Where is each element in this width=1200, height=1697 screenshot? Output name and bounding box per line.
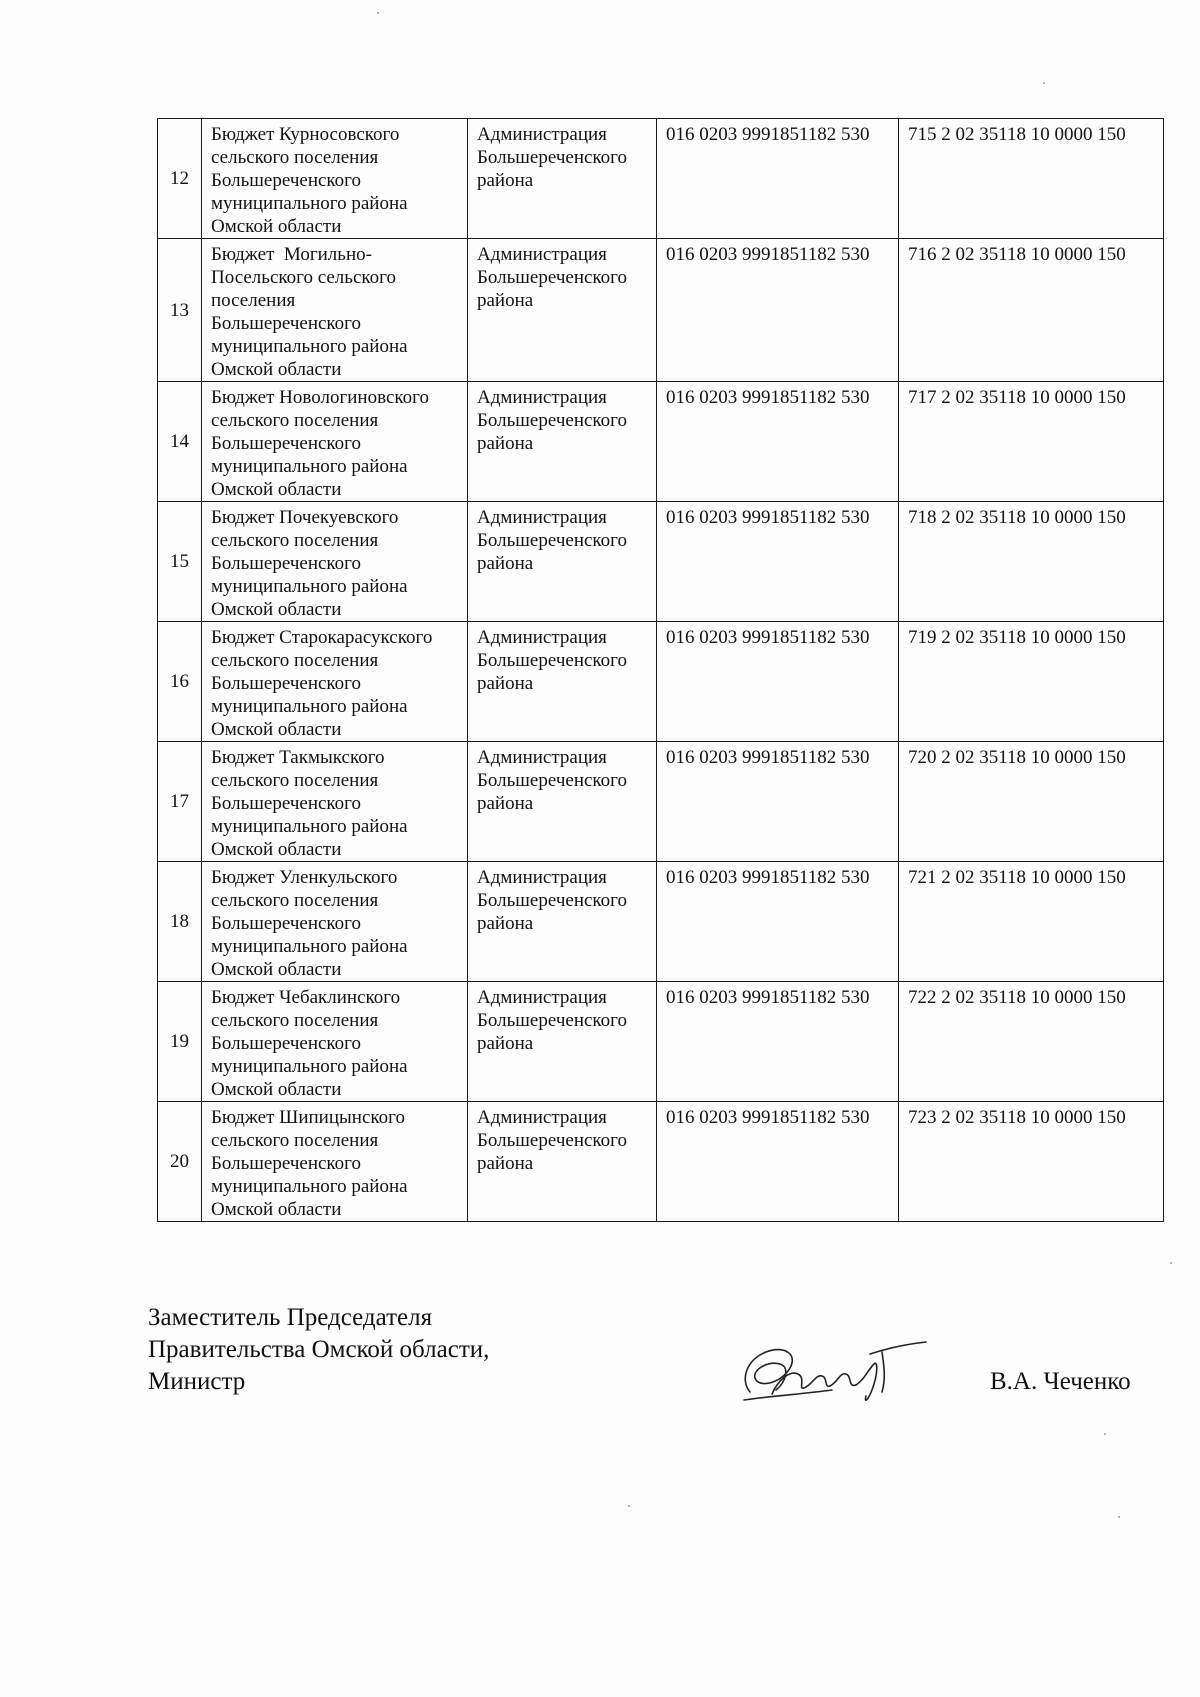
- recipient-line: Администрация: [477, 867, 607, 888]
- budget-name-line: Бюджет Уленкульского: [211, 867, 398, 888]
- row-number: 18: [158, 862, 202, 982]
- budget-name-line: сельского поселения: [211, 1130, 379, 1151]
- recipient-line: Администрация: [477, 387, 607, 408]
- recipient-line: Большереченского: [477, 410, 628, 431]
- row-number: 13: [158, 239, 202, 382]
- recipient-line: Администрация: [477, 1107, 607, 1128]
- account-code-cell: 016 0203 9991851182 530: [657, 982, 899, 1102]
- row-number: 20: [158, 1102, 202, 1222]
- budget-name-line: Большереченского: [211, 1153, 362, 1174]
- row-number: 12: [158, 119, 202, 239]
- budget-name-line: сельского поселения: [211, 530, 379, 551]
- account-code-cell: 016 0203 9991851182 530: [657, 119, 899, 239]
- budget-name-line: муниципального района: [211, 456, 408, 477]
- budget-code-cell: 721 2 02 35118 10 0000 150: [899, 862, 1164, 982]
- budget-name-line: Большереченского: [211, 170, 362, 191]
- recipient-line: района: [477, 170, 534, 191]
- budget-name-line: поселения: [211, 290, 296, 311]
- budget-name-line: Омской области: [211, 1079, 342, 1100]
- scan-speck: [1170, 1262, 1172, 1264]
- row-number: 14: [158, 382, 202, 502]
- scan-speck: [377, 12, 379, 14]
- recipient-cell: [468, 742, 657, 862]
- table-row: [158, 982, 1164, 1102]
- budget-table: [157, 118, 1164, 1222]
- recipient-line: Администрация: [477, 747, 607, 768]
- table-row: [158, 382, 1164, 502]
- budget-name-line: Бюджет Такмыкского: [211, 747, 385, 768]
- table-row: [158, 239, 1164, 382]
- budget-name-line: сельского поселения: [211, 147, 379, 168]
- budget-code-cell: 716 2 02 35118 10 0000 150: [899, 239, 1164, 382]
- budget-name-cell: [202, 982, 468, 1102]
- budget-name-line: Бюджет Новологиновского: [211, 387, 429, 408]
- budget-name-cell: [202, 862, 468, 982]
- signatory-title-line-1: Заместитель Председателя: [148, 1304, 433, 1331]
- recipient-cell: [468, 502, 657, 622]
- table-row: [158, 119, 1164, 239]
- recipient-line: Администрация: [477, 627, 607, 648]
- budget-name-line: муниципального района: [211, 576, 408, 597]
- budget-code-cell: 723 2 02 35118 10 0000 150: [899, 1102, 1164, 1222]
- recipient-line: района: [477, 290, 534, 311]
- recipient-line: района: [477, 433, 534, 454]
- account-code-cell: 016 0203 9991851182 530: [657, 502, 899, 622]
- budget-name-line: Большереченского: [211, 673, 362, 694]
- budget-name-line: Посельского сельского: [211, 267, 396, 288]
- recipient-cell: [468, 622, 657, 742]
- budget-name-cell: [202, 502, 468, 622]
- row-number: 17: [158, 742, 202, 862]
- budget-name-line: Бюджет Почекуевского: [211, 507, 399, 528]
- recipient-line: Большереченского: [477, 530, 628, 551]
- budget-name-line: сельского поселения: [211, 770, 379, 791]
- recipient-line: Большереченского: [477, 147, 628, 168]
- recipient-line: Администрация: [477, 507, 607, 528]
- table-body: [158, 119, 1164, 1222]
- budget-name-line: муниципального района: [211, 816, 408, 837]
- recipient-line: Большереченского: [477, 1010, 628, 1031]
- recipient-line: Администрация: [477, 124, 607, 145]
- budget-name-line: Бюджет Курносовского: [211, 124, 400, 145]
- budget-name-line: сельского поселения: [211, 410, 379, 431]
- table-row: [158, 1102, 1164, 1222]
- budget-name-line: Омской области: [211, 839, 342, 860]
- budget-name-line: Большереченского: [211, 793, 362, 814]
- budget-name-cell: [202, 382, 468, 502]
- account-code-cell: 016 0203 9991851182 530: [657, 1102, 899, 1222]
- budget-name-cell: [202, 622, 468, 742]
- recipient-cell: [468, 239, 657, 382]
- budget-name-line: муниципального района: [211, 696, 408, 717]
- recipient-line: Большереченского: [477, 770, 628, 791]
- scan-speck: [1104, 1433, 1106, 1435]
- recipient-line: района: [477, 793, 534, 814]
- recipient-cell: [468, 1102, 657, 1222]
- account-code-cell: 016 0203 9991851182 530: [657, 382, 899, 502]
- budget-name-line: Бюджет Старокарасукского: [211, 627, 433, 648]
- budget-name-line: Омской области: [211, 959, 342, 980]
- recipient-cell: [468, 119, 657, 239]
- recipient-line: района: [477, 1033, 534, 1054]
- budget-name-line: Большереченского: [211, 913, 362, 934]
- budget-code-cell: 720 2 02 35118 10 0000 150: [899, 742, 1164, 862]
- account-code-cell: 016 0203 9991851182 530: [657, 742, 899, 862]
- budget-name-line: сельского поселения: [211, 890, 379, 911]
- recipient-line: Администрация: [477, 244, 607, 265]
- table-row: [158, 862, 1164, 982]
- budget-name-line: Бюджет Чебаклинского: [211, 987, 401, 1008]
- budget-name-line: Большереченского: [211, 1033, 362, 1054]
- recipient-line: Большереченского: [477, 890, 628, 911]
- budget-name-line: Омской области: [211, 216, 342, 237]
- recipient-line: Большереченского: [477, 650, 628, 671]
- recipient-line: Большереченского: [477, 1130, 628, 1151]
- recipient-line: Большереченского: [477, 267, 628, 288]
- signature-block: [148, 1302, 489, 1398]
- recipient-line: Администрация: [477, 987, 607, 1008]
- budget-name-line: Большереченского: [211, 313, 362, 334]
- budget-name-line: Бюджет Могильно-: [211, 244, 372, 265]
- scan-speck: [1043, 82, 1045, 84]
- account-code-cell: 016 0203 9991851182 530: [657, 862, 899, 982]
- recipient-cell: [468, 982, 657, 1102]
- row-number: 16: [158, 622, 202, 742]
- budget-name-line: Омской области: [211, 359, 342, 380]
- signatory-title-line-3: Министр: [148, 1368, 246, 1395]
- table-row: [158, 742, 1164, 862]
- budget-name-line: Омской области: [211, 1199, 342, 1220]
- recipient-line: района: [477, 673, 534, 694]
- budget-name-cell: [202, 119, 468, 239]
- budget-name-line: сельского поселения: [211, 650, 379, 671]
- budget-name-line: сельского поселения: [211, 1010, 379, 1031]
- budget-name-line: Большереченского: [211, 433, 362, 454]
- budget-name-cell: [202, 1102, 468, 1222]
- budget-code-cell: 718 2 02 35118 10 0000 150: [899, 502, 1164, 622]
- recipient-line: района: [477, 553, 534, 574]
- recipient-cell: [468, 382, 657, 502]
- budget-code-cell: 722 2 02 35118 10 0000 150: [899, 982, 1164, 1102]
- budget-name-line: муниципального района: [211, 936, 408, 957]
- budget-name-line: муниципального района: [211, 336, 408, 357]
- scan-speck: [1118, 1516, 1120, 1518]
- handwritten-signature: [732, 1330, 932, 1410]
- account-code-cell: 016 0203 9991851182 530: [657, 622, 899, 742]
- budget-name-cell: [202, 239, 468, 382]
- table-row: [158, 622, 1164, 742]
- budget-name-line: Омской области: [211, 719, 342, 740]
- row-number: 19: [158, 982, 202, 1102]
- recipient-line: района: [477, 1153, 534, 1174]
- budget-code-cell: 719 2 02 35118 10 0000 150: [899, 622, 1164, 742]
- budget-name-line: муниципального района: [211, 1176, 408, 1197]
- scan-speck: [628, 1505, 630, 1507]
- budget-name-line: муниципального района: [211, 1056, 408, 1077]
- table-row: [158, 502, 1164, 622]
- row-number: 15: [158, 502, 202, 622]
- recipient-line: района: [477, 913, 534, 934]
- budget-name-cell: [202, 742, 468, 862]
- signatory-name: В.А. Чеченко: [990, 1368, 1131, 1395]
- signatory-title-line-2: Правительства Омской области,: [148, 1336, 490, 1363]
- budget-name-line: Омской области: [211, 479, 342, 500]
- account-code-cell: 016 0203 9991851182 530: [657, 239, 899, 382]
- recipient-cell: [468, 862, 657, 982]
- budget-code-cell: 717 2 02 35118 10 0000 150: [899, 382, 1164, 502]
- budget-code-cell: 715 2 02 35118 10 0000 150: [899, 119, 1164, 239]
- budget-name-line: муниципального района: [211, 193, 408, 214]
- budget-name-line: Бюджет Шипицынского: [211, 1107, 405, 1128]
- budget-name-line: Омской области: [211, 599, 342, 620]
- budget-name-line: Большереченского: [211, 553, 362, 574]
